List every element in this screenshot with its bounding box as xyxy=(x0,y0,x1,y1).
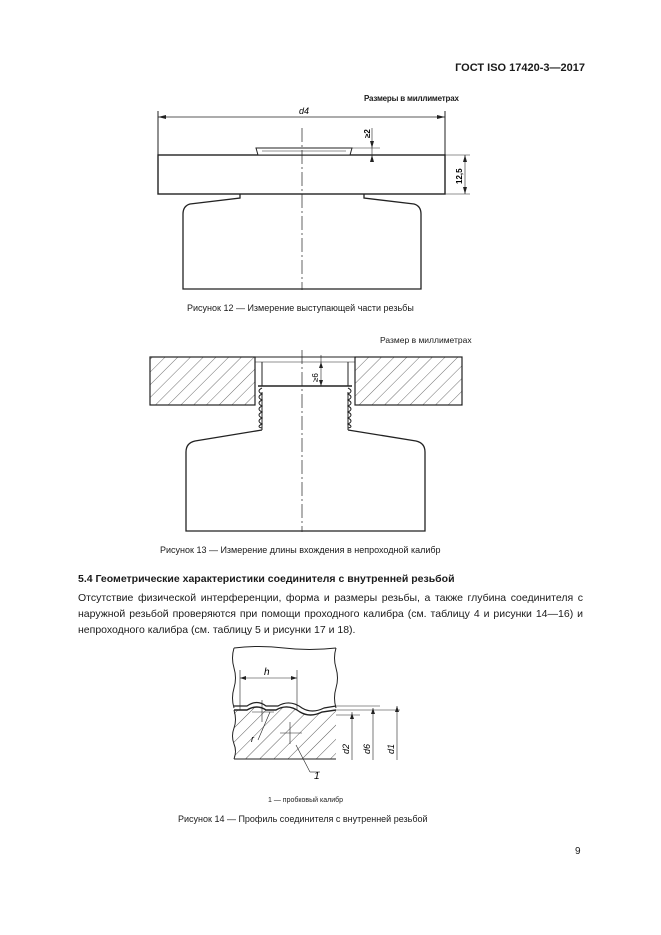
dim-height-label: 12,5 xyxy=(455,168,464,184)
figure12-caption: Рисунок 12 — Измерение выступающей части резьбы xyxy=(187,303,414,313)
label-h: h xyxy=(264,667,270,678)
section-paragraph: Отсутствие физической интерференции, форма и размеры резьбы, а также глубина соединителя с наружной резьбой проверяются при помощи проходного калибра (см. таблицу 4 и рисунки 14—16) и непроходного калибра (см. таблицу 5 и рисунки 17 и 18). xyxy=(78,592,583,636)
label-d6: d6 xyxy=(362,743,372,754)
dim-d4-label: d4 xyxy=(299,106,310,116)
standard-header: ГОСТ ISO 17420-3—2017 xyxy=(455,62,585,74)
dim-gap-label: ≥2 xyxy=(363,129,372,138)
label-d2: d2 xyxy=(341,743,351,754)
callout-1: 1 xyxy=(314,771,320,782)
page-number: 9 xyxy=(575,846,581,857)
figure13-caption: Рисунок 13 — Измерение длины вхождения в непроходной калибр xyxy=(160,545,441,555)
label-r: r xyxy=(251,734,254,744)
figure13-units: Размер в миллиметрах xyxy=(380,335,472,345)
dim-depth-label: ≥6 xyxy=(311,373,320,382)
figure12-units: Размеры в миллиметрах xyxy=(364,94,459,103)
label-d1: d1 xyxy=(386,743,396,754)
figure14-legend: 1 — пробковый калибр xyxy=(268,797,344,804)
section-heading: 5.4 Геометрические характеристики соединителя с внутренней резьбой xyxy=(78,573,455,585)
figure14-caption: Рисунок 14 — Профиль соединителя с внутренней резьбой xyxy=(178,814,428,824)
